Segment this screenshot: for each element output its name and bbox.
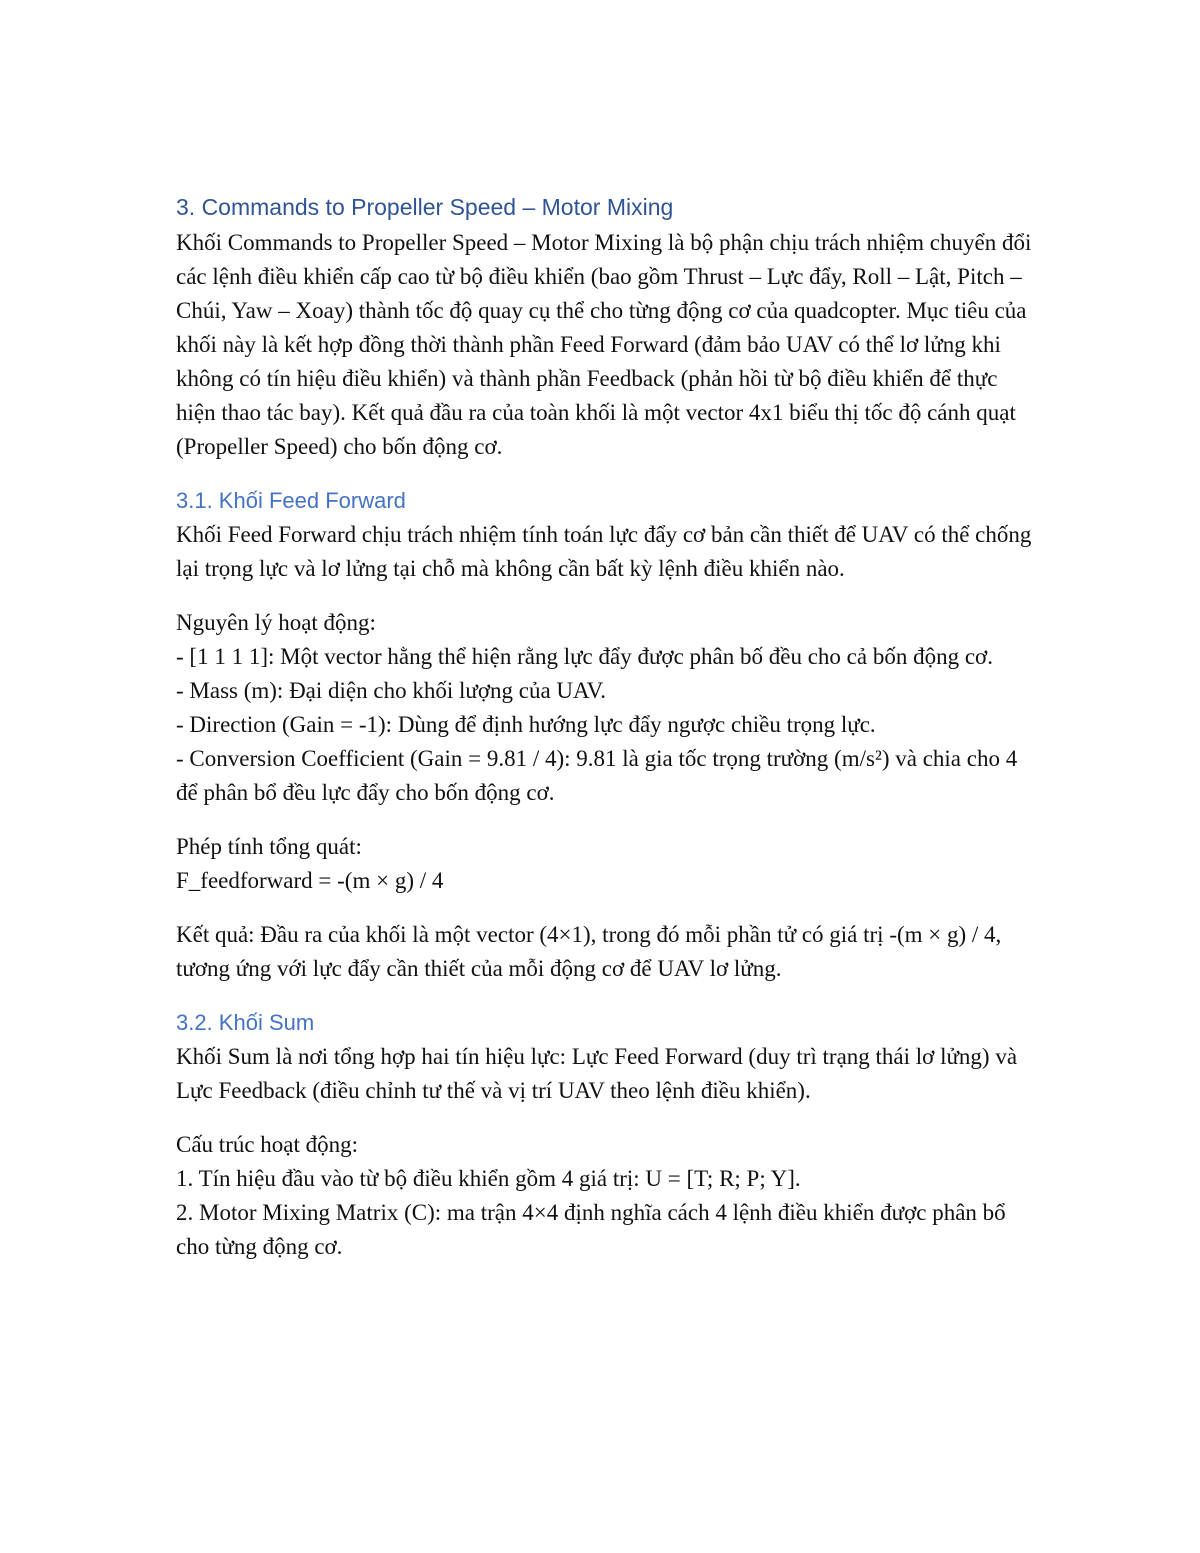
formula-label: Phép tính tổng quát: <box>176 834 362 859</box>
section-3-2-intro: Khối Sum là nơi tổng hợp hai tín hiệu lực: Lực Feed Forward (duy trì trạng thái lơ lửng) và Lực Feedback (điều chỉnh tư thế và vị trí UAV theo lệnh điều khiển). <box>176 1044 1018 1103</box>
structure-label: Cấu trúc hoạt động: <box>176 1132 359 1157</box>
section-3-heading: 3. Commands to Propeller Speed – Motor Mixing <box>176 194 674 220</box>
formula: F_feedforward = -(m × g) / 4 <box>176 868 444 893</box>
principle-item: - Direction (Gain = -1): Dùng để định hướng lực đẩy ngược chiều trọng lực. <box>176 712 876 737</box>
section-3-1-intro: Khối Feed Forward chịu trách nhiệm tính toán lực đẩy cơ bản cần thiết để UAV có thể chống lại trọng lực và lơ lửng tại chỗ mà không cần bất kỳ lệnh điều khiển nào. <box>176 522 1032 581</box>
feed-forward-result: Kết quả: Đầu ra của khối là một vector (4×1), trong đó mỗi phần tử có giá trị -(m × g) / 4, tương ứng với lực đẩy cần thiết của mỗi động cơ để UAV lơ lửng. <box>176 922 1002 981</box>
structure-item: 2. Motor Mixing Matrix (C): ma trận 4×4 định nghĩa cách 4 lệnh điều khiển được phân bổ cho từng động cơ. <box>176 1200 1006 1259</box>
section-3-intro: Khối Commands to Propeller Speed – Motor Mixing là bộ phận chịu trách nhiệm chuyển đổi các lệnh điều khiển cấp cao từ bộ điều khiển (bao gồm Thrust – Lực đẩy, Roll – Lật, Pitch – Chúi, Yaw – Xoay) thành tốc độ quay cụ thể cho từng động cơ của quadcopter. Mục tiêu của khối này là kết hợp đồng thời thành phần Feed Forward (đảm bảo UAV có thể lơ lửng khi không có tín hiệu điều khiển) và thành phần Feedback (phản hồi từ bộ điều khiển để thực hiện thao tác bay). Kết quả đầu ra của toàn khối là một vector 4x1 biểu thị tốc độ cánh quạt (Propeller Speed) cho bốn động cơ. <box>176 230 1032 459</box>
section-3-2-heading: 3.2. Khối Sum <box>176 1010 315 1035</box>
document-page <box>176 190 1036 1264</box>
principle-item: - Conversion Coefficient (Gain = 9.81 / 4): 9.81 là gia tốc trọng trường (m/s²) và chia cho 4 để phân bổ đều lực đẩy cho bốn động cơ. <box>176 746 1018 805</box>
principle-label: Nguyên lý hoạt động: <box>176 610 376 635</box>
structure-item: 1. Tín hiệu đầu vào từ bộ điều khiển gồm 4 giá trị: U = [T; R; P; Y]. <box>176 1166 801 1191</box>
principle-item: - Mass (m): Đại diện cho khối lượng của UAV. <box>176 678 607 703</box>
principle-item: - [1 1 1 1]: Một vector hằng thể hiện rằng lực đẩy được phân bố đều cho cả bốn động cơ. <box>176 644 993 669</box>
section-3-1-heading: 3.1. Khối Feed Forward <box>176 488 406 513</box>
